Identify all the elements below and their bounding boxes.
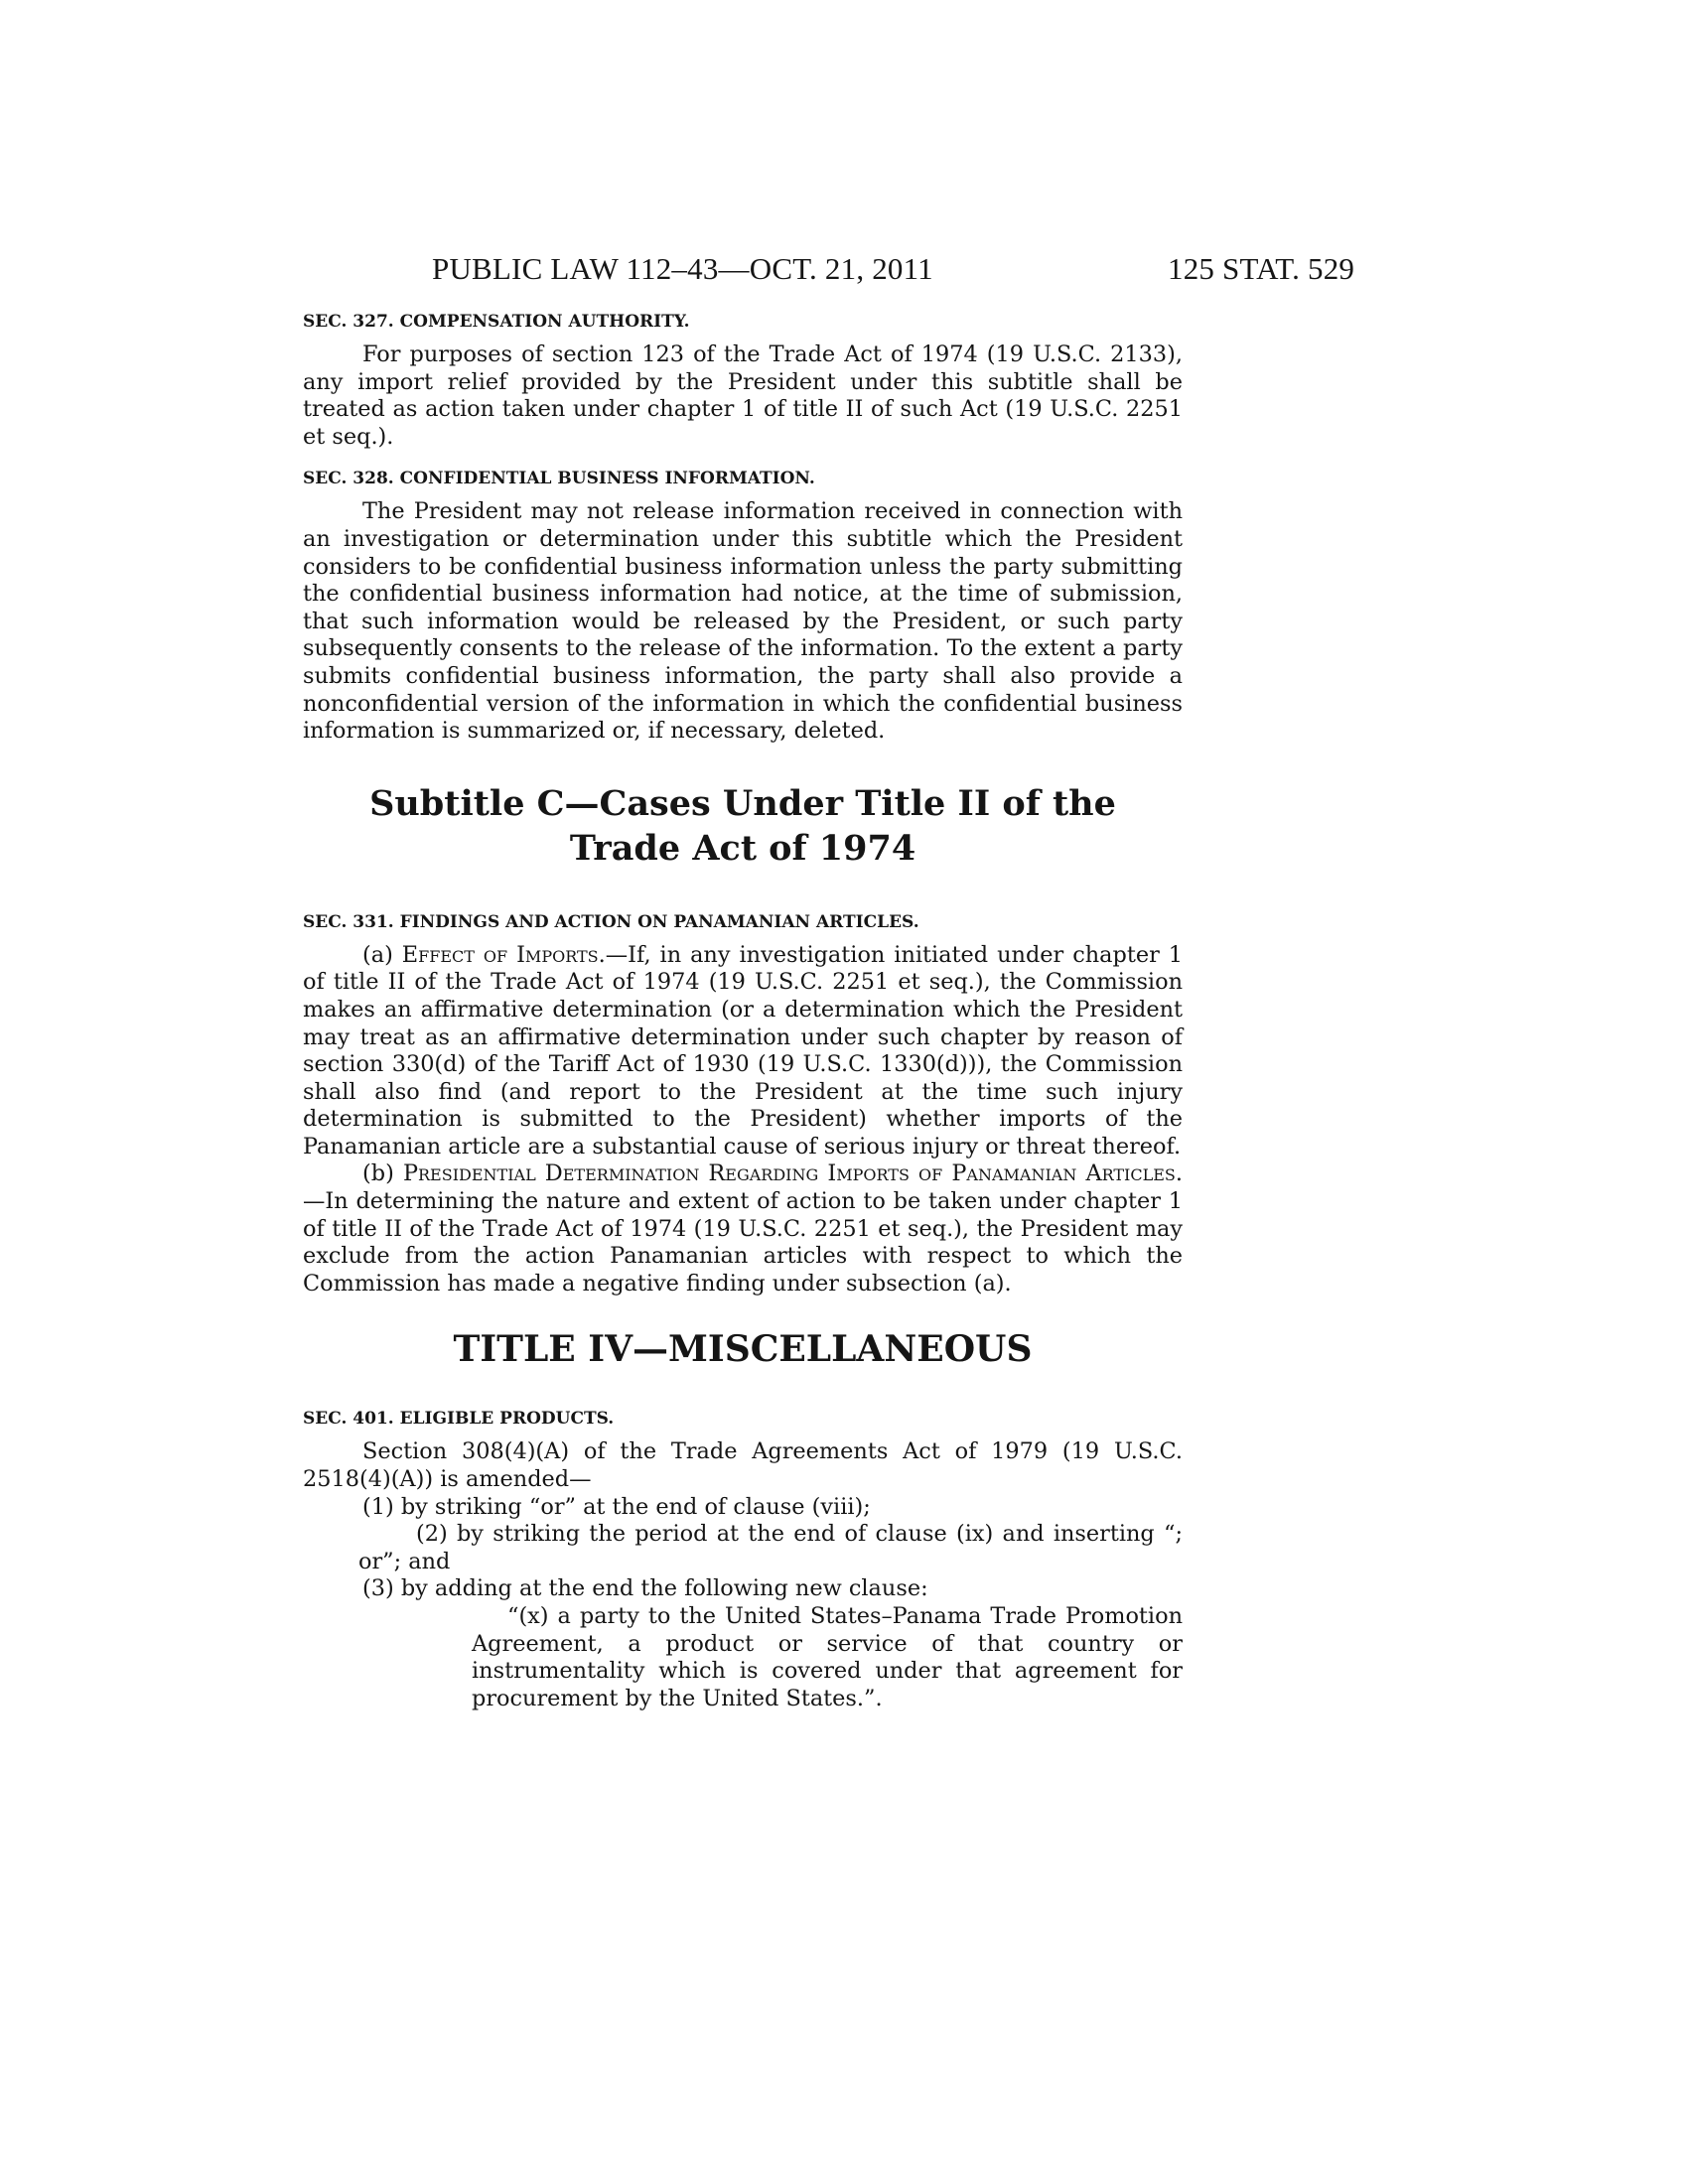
- subsection-b: (b) Presidential Determination Regarding Imports of Panamanian Articles.—In determining the nature and extent of action to be taken under chapter 1 of title II of the Trade Act of 1974 (19 U.S.C. 2251 et seq.), the President may exclude from the action Panamanian articles with respect to which the Commission has made a negative finding under subsection (a).: [303, 1160, 1184, 1297]
- section-327: [303, 310, 1183, 451]
- section-328: [303, 467, 1183, 745]
- amendment-item-3: (3) by adding at the end the following new clause:: [362, 1575, 928, 1602]
- section-heading: SEC. 401. ELIGIBLE PRODUCTS.: [303, 1409, 615, 1430]
- section-text: For purposes of section 123 of the Trade Act of 1974 (19 U.S.C. 2133), any import relief provided by the President under this subtitle shall be treated as action taken under chapter 1 of title II of such Act (19 U.S.C. 2251 et seq.).: [303, 341, 1183, 450]
- section-401: [303, 1407, 1183, 1712]
- running-header: PUBLIC LAW 112–43—OCT. 21, 2011: [432, 251, 933, 286]
- subsection-label: (a): [362, 941, 393, 968]
- section-text: The President may not release information received in connection with an investigation or determination under this subtitle which the President considers to be confidential business information unless the party submitting the confidential business information had notice, at the time of submission, that such information would be released by the President, or such party subsequently consents to the release of the information. To the extent a party submits confidential business information, the party shall also provide a nonconfidential version of the information in which the confidential business information is summarized or, if necessary, deleted.: [303, 498, 1183, 745]
- subsection-a: (a) Effect of Imports.—If, in any investigation initiated under chapter 1 of title II of the Trade Act of 1974 (19 U.S.C. 2251 et seq.), the Commission makes an affirmative determination (or a determination which the President may treat as an affirmative determination under such chapter by reason of section 330(d) of the Tariff Act of 1930 (19 U.S.C. 1330(d))), the Commission shall also find (and report to the President at the time such injury determination is submitted to the President) whether imports of the Panamanian article are a substantial cause of serious injury or threat thereof.: [303, 941, 1183, 1160]
- subtitle-line-2: Trade Act of 1974: [569, 827, 916, 869]
- page-citation: 125 STAT. 529: [1168, 251, 1355, 286]
- subsection-text: In determining the nature and extent of action to be taken under chapter 1 of title II of the Trade Act of 1974 (19 U.S.C. 2251 et seq.), the President may exclude from the action Panamanian articles with respect to which the Commission has made a negative finding under subsection (a).: [303, 1188, 1183, 1297]
- section-intro: Section 308(4)(A) of the Trade Agreements Act of 1979 (19 U.S.C. 2518(4)(A)) is amended—: [303, 1438, 1183, 1493]
- document-body: [303, 310, 1183, 1728]
- section-heading: SEC. 328. CONFIDENTIAL BUSINESS INFORMATION.: [303, 469, 815, 489]
- subsection-label: (b): [362, 1160, 394, 1187]
- section-heading: SEC. 331. FINDINGS AND ACTION ON PANAMANIAN ARTICLES.: [303, 911, 919, 932]
- subsection-text: If, in any investigation initiated under chapter 1 of title II of the Trade Act of 1974 (19 U.S.C. 2251 et seq.), the Commission makes an affirmative determination (or a determination which the President may treat as an affirmative determination under such chapter by reason of section 330(d) of the Tariff Act of 1930 (19 U.S.C. 1330(d))), the Commission shall also find (and report to the President at the time such injury determination is submitted to the President) whether imports of the Panamanian article are a substantial cause of serious injury or threat thereof.: [303, 941, 1183, 1160]
- quoted-clause: “(x) a party to the United States–Panama Trade Promotion Agreement, a product or service of that country or instrumentality which is covered under that agreement for procurement by the United States.”.: [472, 1603, 1183, 1711]
- amendment-item-1: (1) by striking “or” at the end of clause (viii);: [362, 1493, 871, 1520]
- subtitle-heading: [303, 781, 1183, 871]
- section-heading: SEC. 327. COMPENSATION AUTHORITY.: [303, 312, 690, 332]
- subtitle-line-1: Subtitle C—Cases Under Title II of the: [369, 782, 1116, 824]
- title-heading: TITLE IV—MISCELLANEOUS: [453, 1328, 1033, 1371]
- subsection-caption: Presidential Determination Regarding Imports of Panamanian Articles: [402, 1160, 1176, 1187]
- amendment-item-2: (2) by striking the period at the end of clause (ix) and inserting “; or”; and: [358, 1521, 1183, 1574]
- section-331: [303, 910, 1183, 1298]
- subsection-caption: Effect of Imports: [401, 941, 599, 968]
